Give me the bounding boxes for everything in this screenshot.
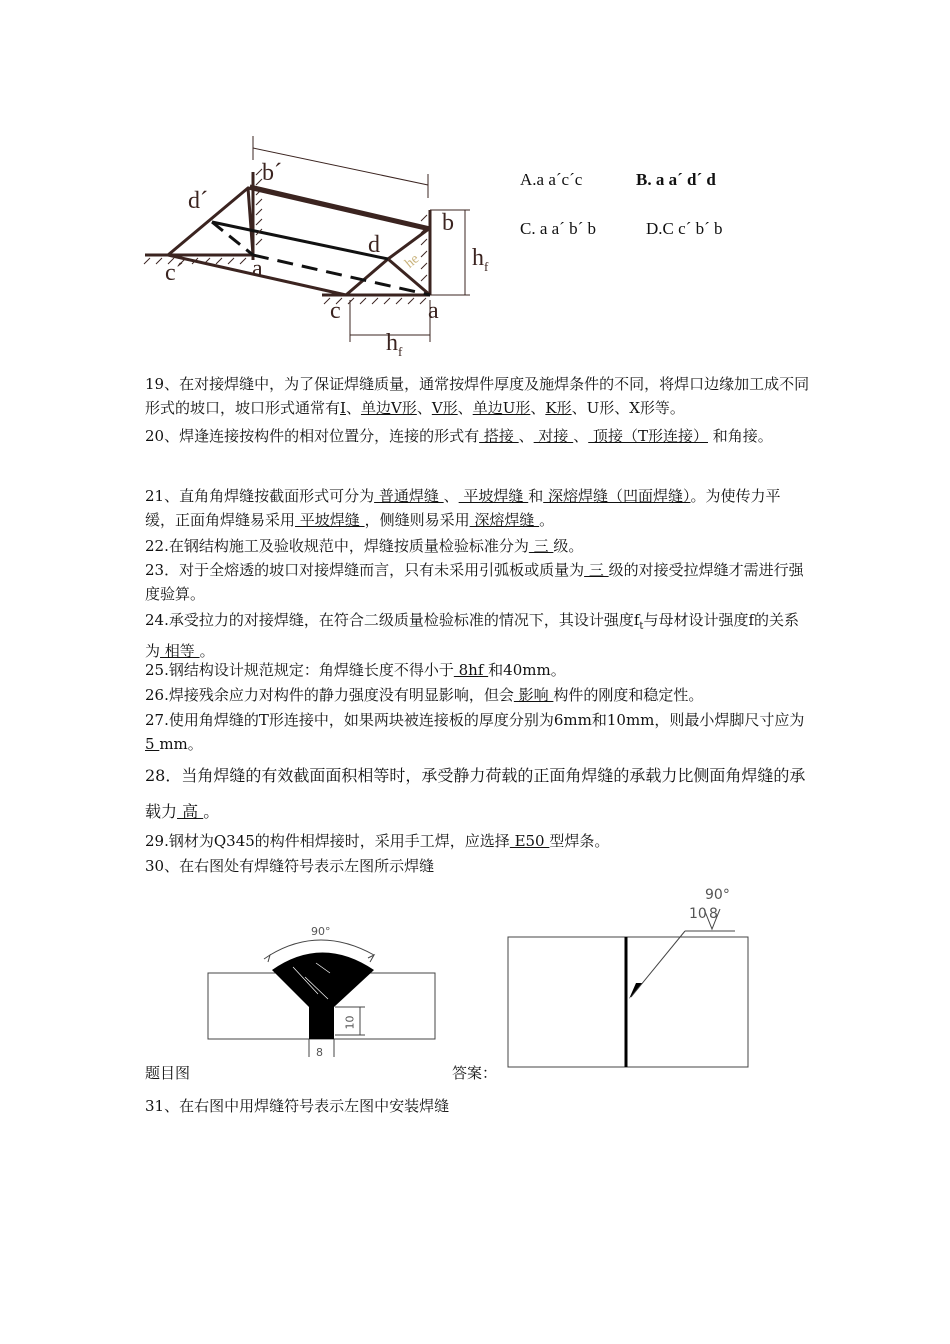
answer-blank: 平坡焊缝 — [458, 487, 529, 505]
answer-blank: 三 — [528, 537, 554, 555]
groove-weld-shape — [272, 953, 374, 1040]
answer-blank: 8hf — [453, 661, 489, 679]
option-d[interactable]: D.C c´ b´ b — [646, 219, 723, 238]
answer-figure-caption: 答案： — [452, 1064, 498, 1082]
answer-blank: 单边U形 — [472, 399, 531, 417]
answer-blank: 顶接（T形连接） — [588, 427, 708, 445]
label-a-right: a — [428, 298, 439, 324]
option-c[interactable]: C. a a´ b´ b — [520, 219, 597, 238]
label-he: he — [402, 251, 423, 272]
question-27: 27.使用角焊缝的T形连接中，如果两块被连接板的厚度分别为6mm和10mm，则最小焊脚尺寸应为 5 mm。 — [145, 711, 805, 753]
answer-blank: 三 — [584, 561, 609, 579]
label-b: b — [442, 210, 454, 236]
answer-blank: K形 — [545, 399, 572, 417]
ad-line — [212, 222, 388, 259]
answer-blank: 搭接 — [479, 427, 519, 445]
symbol-gap-label: 8 — [709, 906, 718, 922]
question-24: 24.承受拉力的对接焊缝，在符合二级质量检验标准的情况下，其设计强度$f_t$与母材设计强度f的关系为 相等 。 — [145, 611, 800, 660]
question-22: 22.在钢结构施工及验收规范中，焊缝按质量检验标准分为 三 级。 — [145, 537, 584, 555]
label-d-prime: d´ — [188, 188, 208, 214]
option-b[interactable]: B. a a´ d´ d — [636, 170, 716, 189]
answer-blank: 影响 — [513, 686, 554, 704]
answer-blank: 单边V形 — [360, 399, 417, 417]
fillet-weld-diagram — [140, 130, 510, 360]
answer-blank: 深熔焊缝（凹面焊缝） — [543, 487, 691, 505]
depth-label: 10 — [343, 1015, 357, 1030]
symbol-depth-label: 10 — [689, 906, 707, 922]
gap-label: 8 — [316, 1046, 323, 1059]
label-c: c — [330, 298, 341, 324]
answer-blank: 平坡焊缝 — [295, 511, 365, 529]
angle-label: 90° — [311, 925, 331, 938]
question-28: 28．当角焊缝的有效截面面积相等时，承受静力荷载的正面角焊缝的承载力比侧面角焊缝的承载力 高 。 — [145, 766, 806, 821]
question-23: 23．对于全熔透的坡口对接焊缝而言，只有未采用引弧板或质量为 三 级的对接受拉焊缝才需进行强度验算。 — [145, 561, 804, 603]
answer-blank: 对接 — [533, 427, 574, 445]
option-a[interactable]: A.a a´c´c — [520, 170, 583, 189]
label-b-prime: b´ — [262, 160, 282, 186]
question-25: 25.钢结构设计规范规定：角焊缝长度不得小于 8hf 和40mm。 — [145, 661, 566, 679]
question-26: 26.焊接残余应力对构件的静力强度没有明显影响，但会 影响 构件的刚度和稳定性。 — [145, 686, 704, 704]
answer-blank: I — [340, 399, 346, 417]
question-19: 19、在对接焊缝中，为了保证焊缝质量，通常按焊件厚度及施焊条件的不同，将焊口边缘加工成不同形式的坡口，坡口形式通常有I、单边V形、V形、单边U形、K形、U形、X形等。 — [145, 375, 810, 417]
question-20: 20、焊逢连接按构件的相对位置分，连接的形式有 搭接 、 对接 、 顶接（T形连接） 和角接。 — [145, 427, 773, 445]
answer-blank: E50 — [509, 832, 550, 850]
answer-blank: V形 — [431, 399, 458, 417]
label-hf-bottom: $h_f$ — [386, 330, 403, 359]
label-a-left: a — [252, 256, 263, 282]
answer-blank: 深熔焊缝 — [469, 511, 540, 529]
answer-blank: 普通焊缝 — [374, 487, 444, 505]
label-hf-right: $h_f$ — [472, 245, 489, 274]
weld-prism-front-left — [168, 188, 253, 255]
answer-blank: 5 — [145, 735, 160, 753]
label-c-prime: c´ — [165, 260, 184, 286]
question-31: 31、在右图中用焊缝符号表示左图中安装焊缝 — [145, 1097, 450, 1115]
label-d: d — [368, 232, 380, 258]
answer-blank: 高 — [177, 802, 204, 821]
question-21: 21、直角角焊缝按截面形式可分为 普通焊缝 、 平坡焊缝 和 深熔焊缝（凹面焊缝）。为使传力平缓，正面角焊缝易采用 平坡焊缝 ，侧缝则易采用 深熔焊缝 。 — [145, 487, 781, 529]
question-30: 30、在右图处有焊缝符号表示左图所示焊缝 — [145, 857, 435, 875]
question-29: 29.钢材为Q345的构件相焊接时，采用手工焊，应选择 E50 型焊条。 — [145, 832, 610, 850]
symbol-angle-label: 90° — [705, 887, 730, 903]
question-figure-caption: 题目图 — [145, 1064, 191, 1082]
answer-blank: 相等 — [160, 642, 200, 660]
